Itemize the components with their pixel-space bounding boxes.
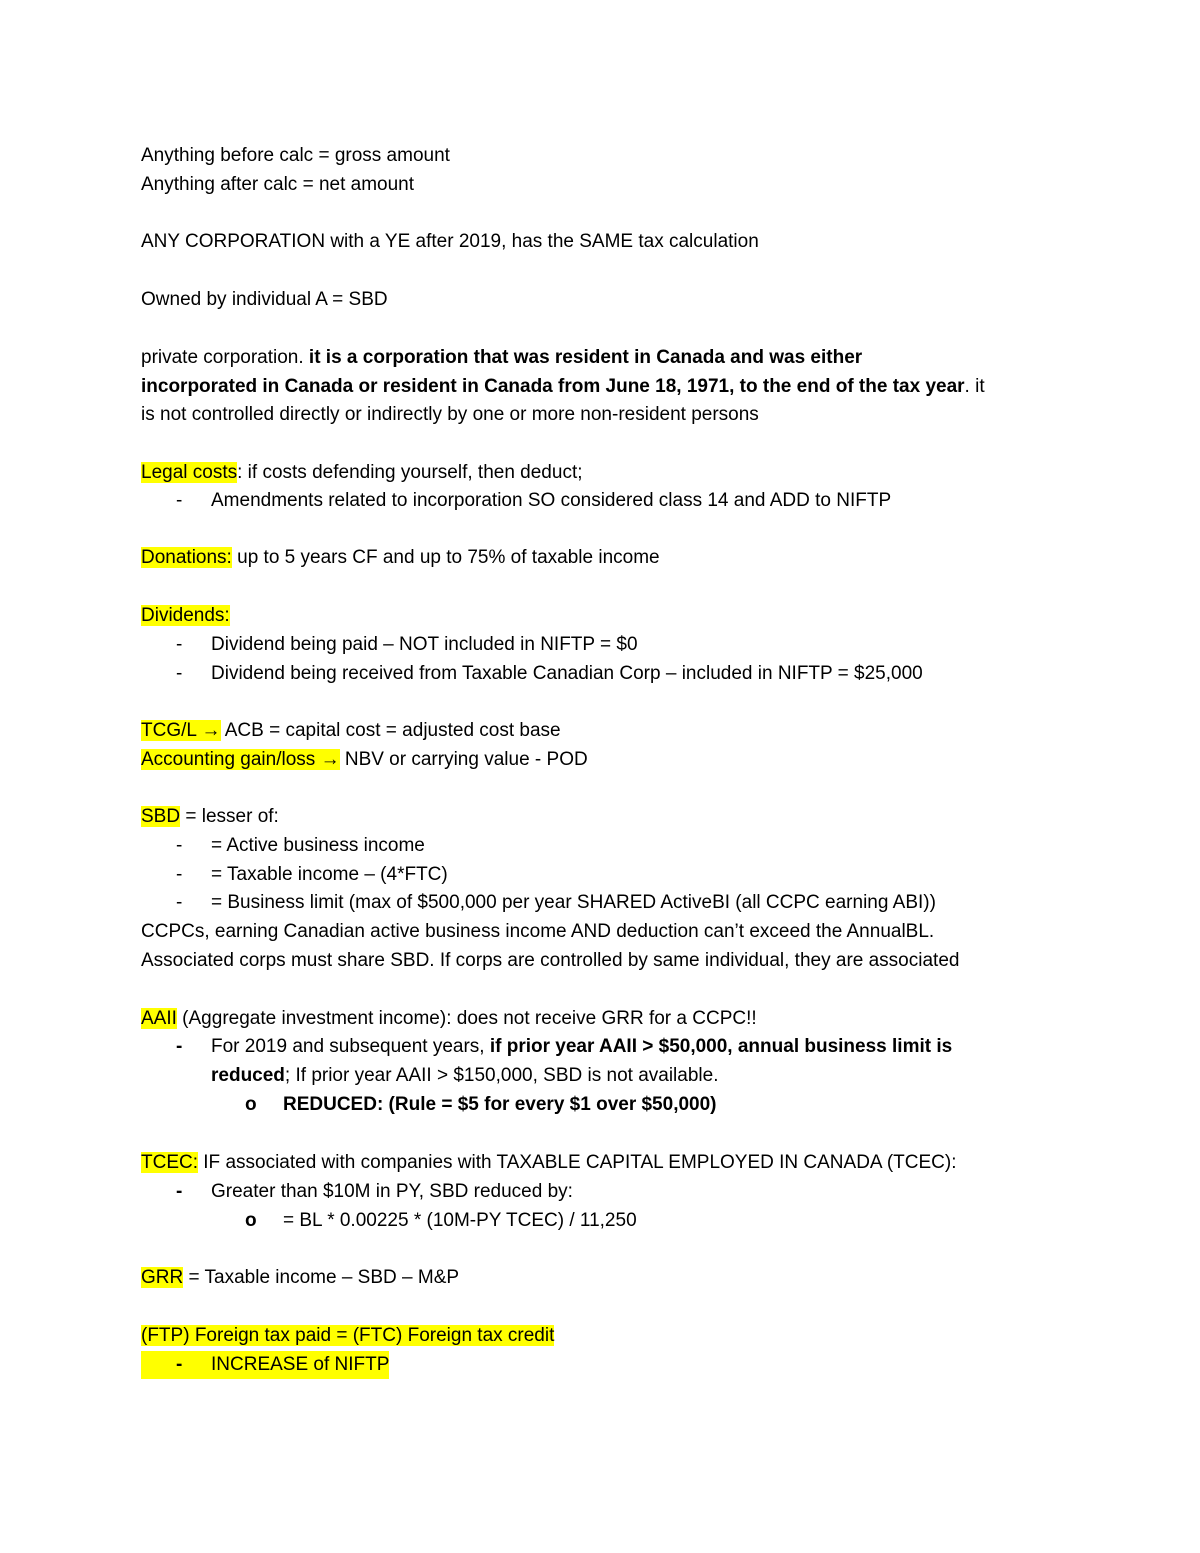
text-line [141, 344, 862, 372]
text-line [141, 142, 450, 170]
text-line [283, 1091, 717, 1119]
bold-text: incorporated in Canada or resident in Canada from June 18, 1971, to the end of the tax year [141, 376, 965, 397]
text-line [141, 1149, 956, 1177]
dash-bullet: - [176, 663, 183, 684]
text-line [211, 631, 638, 659]
line-text: up to 5 years CF and up to 75% of taxable income [231, 547, 660, 568]
line-text: = BL * 0.00225 * (10M-PY TCEC) / 11,250 [283, 1210, 637, 1231]
text-line [211, 832, 425, 860]
line-text: ; If prior year AAII > $150,000, SBD is not available. [284, 1065, 719, 1086]
dash-bullet: - [176, 1036, 183, 1057]
highlighted-heading: GRR [141, 1267, 184, 1288]
text-line [141, 1264, 459, 1292]
dash-bullet: - [176, 835, 183, 856]
line-text: = Business limit (max of $500,000 per year SHARED ActiveBI (all CCPC earning ABI)) [211, 892, 936, 913]
line-text: = Taxable income – SBD – M&P [183, 1267, 460, 1288]
line-text: is not controlled directly or indirectly by one or more non-resident persons [141, 404, 759, 425]
highlighted-heading [141, 1351, 389, 1379]
line-text: For 2019 and subsequent years, [211, 1036, 490, 1057]
heading-text: TCG/L [141, 720, 202, 741]
text-line [141, 1005, 757, 1033]
text-line [211, 487, 891, 515]
line-text: private corporation. [141, 347, 309, 368]
text-line [211, 1033, 952, 1061]
heading-text: INCREASE of NIFTP [211, 1354, 390, 1375]
line-text: Owned by individual A = SBD [141, 289, 388, 310]
line-text: Dividend being paid – NOT included in NIFTP = $0 [211, 634, 638, 655]
line-text: IF associated with companies with TAXABLE CAPITAL EMPLOYED IN CANADA (TCEC): [198, 1152, 957, 1173]
line-text: = lesser of: [180, 806, 279, 827]
text-line [211, 660, 923, 688]
text-line [141, 717, 561, 745]
text-line [141, 1322, 554, 1350]
text-line [141, 228, 759, 256]
text-line [141, 746, 588, 774]
dash-bullet: - [176, 864, 183, 885]
text-line [141, 602, 230, 630]
heading-text: Accounting gain/loss [141, 749, 321, 770]
highlighted-heading: SBD [141, 806, 181, 827]
line-text: (Aggregate investment income): does not receive GRR for a CCPC!! [176, 1008, 757, 1029]
line-text: . it [964, 376, 985, 397]
line-text: = Active business income [211, 835, 425, 856]
text-line [141, 401, 759, 429]
arrow-icon: → [320, 749, 340, 770]
line-text: Amendments related to incorporation SO considered class 14 and ADD to NIFTP [211, 490, 892, 511]
line-text: NBV or carrying value - POD [339, 749, 588, 770]
text-line [211, 1062, 718, 1090]
text-line [141, 286, 388, 314]
highlighted-heading: AAII [141, 1008, 177, 1029]
bold-text: if prior year AAII > $50,000, annual business limit is [489, 1036, 953, 1057]
bold-text: reduced [211, 1065, 285, 1086]
highlighted-heading: Legal costs [141, 462, 238, 483]
text-line [141, 947, 959, 975]
text-line [141, 373, 985, 401]
dash-bullet: - [176, 1354, 183, 1375]
line-text: Greater than $10M in PY, SBD reduced by: [211, 1181, 573, 1202]
text-line [141, 803, 279, 831]
text-line [141, 459, 583, 487]
line-text: : if costs defending yourself, then deduct; [237, 462, 583, 483]
line-text: Anything after calc = net amount [141, 174, 415, 195]
dash-bullet: - [176, 1181, 183, 1202]
text-line [211, 1178, 573, 1206]
highlighted-heading [141, 749, 340, 770]
dash-bullet: - [176, 490, 183, 511]
text-line [141, 171, 414, 199]
bold-text: it is a corporation that was resident in Canada and was either [308, 347, 863, 368]
bold-text: REDUCED: (Rule = $5 for every $1 over $50,000) [283, 1094, 717, 1115]
highlighted-heading: Donations: [141, 547, 232, 568]
circle-bullet: o [245, 1210, 257, 1231]
arrow-icon: → [201, 720, 221, 741]
text-line [141, 544, 660, 572]
line-text: Associated corps must share SBD. If corps are controlled by same individual, they are associated [141, 950, 960, 971]
dash-bullet: - [176, 634, 183, 655]
line-text: = Taxable income – (4*FTC) [211, 864, 448, 885]
text-line [211, 889, 936, 917]
line-text: ACB = capital cost = adjusted cost base [220, 720, 561, 741]
dash-bullet: - [176, 892, 183, 913]
line-text: ANY CORPORATION with a YE after 2019, has the SAME tax calculation [141, 231, 759, 252]
text-line [283, 1207, 637, 1235]
circle-bullet: o [245, 1094, 257, 1115]
highlighted-heading: TCEC: [141, 1152, 198, 1173]
text-line [211, 861, 448, 889]
highlighted-heading: Dividends: [141, 605, 230, 626]
line-text: Anything before calc = gross amount [141, 145, 450, 166]
text-line [141, 918, 934, 946]
line-text: CCPCs, earning Canadian active business income AND deduction can’t exceed the AnnualBL. [141, 921, 935, 942]
line-text: Dividend being received from Taxable Canadian Corp – included in NIFTP = $25,000 [211, 663, 923, 684]
highlighted-heading: (FTP) Foreign tax paid = (FTC) Foreign tax credit [141, 1325, 555, 1346]
highlighted-bullet-line [141, 1351, 389, 1379]
highlighted-heading [141, 720, 221, 741]
